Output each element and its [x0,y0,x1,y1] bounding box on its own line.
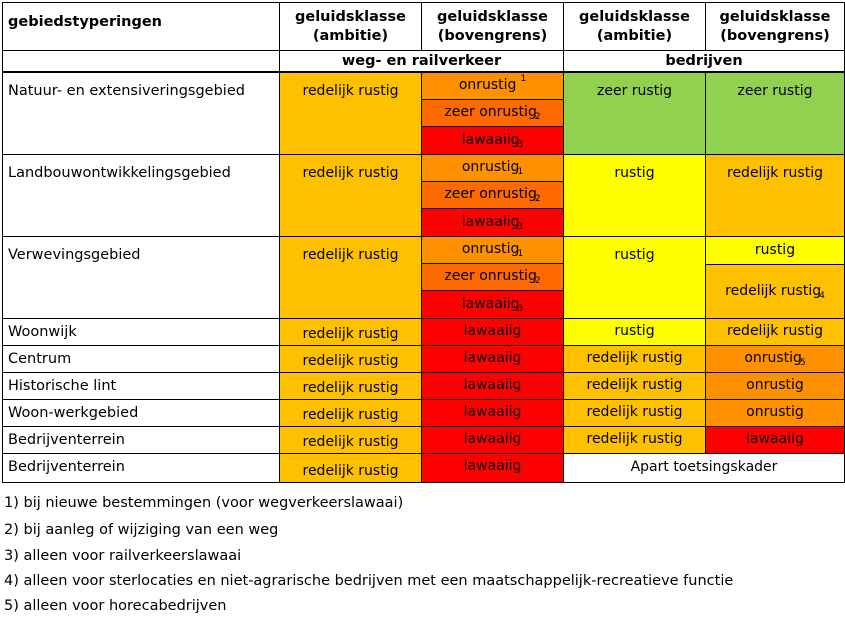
area-natuur: Natuur- en extensiveringsgebied [2,72,280,155]
value-text: onrustig [461,241,520,258]
note-marker: 3 [517,221,524,232]
weg-bovengrens-woonwijk: lawaaiig [421,318,564,346]
note-marker: 4 [819,290,825,301]
bedrijven-bovengrens-landbouw: redelijk rustig [705,154,845,237]
weg-ambitie-woon-werkgebied: redelijk rustig [279,399,422,427]
weg-ambitie-woonwijk: redelijk rustig [279,318,422,346]
note-marker: 2 [534,276,541,287]
bedrijven-ambitie-centrum: redelijk rustig [563,345,706,373]
bedrijven-ambitie-woonwijk: rustig [563,318,706,346]
note-marker: 5 [799,358,806,369]
bedrijven-bovengrens-natuur: zeer rustig [705,72,845,155]
weg-bovengrens-natuur-lawaaiig [421,126,564,155]
weg-bovengrens-verweving-lawaaiig [421,290,564,319]
header-bedrijven-bovengrens-line2: (bovengrens) [720,27,830,44]
note-marker: 1 [517,167,524,178]
note-marker: 2 [534,194,541,205]
weg-bovengrens-landbouw-lawaaiig [421,208,564,237]
footnote-2: 2) bij aanleg of wijziging van een weg [4,522,279,538]
bedrijven-bovengrens-woonwijk: redelijk rustig [705,318,845,346]
area-woon-werkgebied: Woon-werkgebied [2,399,280,427]
header-weg-bovengrens-line2: (bovengrens) [437,27,548,44]
weg-ambitie-centrum: redelijk rustig [279,345,422,373]
value-text: redelijk rustig [725,282,822,299]
area-bedrijventerrein-2: Bedrijventerrein [2,453,280,483]
value-text: lawaaiig [461,295,520,312]
bedrijven-ambitie-natuur: zeer rustig [563,72,706,155]
weg-bovengrens-bedrijventerrein: lawaaiig [421,426,564,454]
header-bedrijven-ambitie [563,2,706,51]
note-marker: 1 [520,74,527,85]
value-text: zeer onrustig [444,186,537,203]
header-weg-bovengrens [421,2,564,51]
header-weg-bovengrens-line1: geluidsklasse [437,9,548,26]
bedrijven-bovengrens-bedrijventerrein: lawaaiig [705,426,845,454]
bedrijven-ambitie-landbouw: rustig [563,154,706,237]
area-landbouw: Landbouwontwikkelingsgebied [2,154,280,237]
weg-bovengrens-centrum: lawaaiig [421,345,564,373]
area-historische-lint: Historische lint [2,372,280,400]
header-bedrijven-ambitie-line1: geluidsklasse [579,9,690,26]
weg-bovengrens-bedrijventerrein-2: lawaaiig [421,453,564,483]
weg-bovengrens-woon-werkgebied: lawaaiig [421,399,564,427]
bedrijven-ambitie-historische-lint: redelijk rustig [563,372,706,400]
header-weg-ambitie [279,2,422,51]
bedrijven-bovengrens-verweving-rustig: rustig [705,236,845,265]
weg-bovengrens-natuur-zeer-onrustig [421,99,564,127]
bedrijven-bovengrens-verweving-redelijk-rustig [705,264,845,319]
note-marker: 2 [534,112,541,123]
note-marker: 3 [517,139,524,150]
area-woonwijk: Woonwijk [2,318,280,346]
value-text: onrustig [744,350,802,367]
note-marker: 3 [517,303,524,314]
bedrijven-ambitie-verweving: rustig [563,236,706,319]
bedrijven-bovengrens-woon-werkgebied: onrustig [705,399,845,427]
weg-ambitie-bedrijventerrein: redelijk rustig [279,426,422,454]
header-bedrijven-ambitie-line2: (ambitie) [596,27,673,44]
area-verweving: Verwevingsgebied [2,236,280,319]
weg-ambitie-bedrijventerrein-2: redelijk rustig [279,453,422,483]
weg-ambitie-historische-lint: redelijk rustig [279,372,422,400]
weg-ambitie-verweving: redelijk rustig [279,236,422,319]
bedrijven-bovengrens-historische-lint: onrustig [705,372,845,400]
note-marker: 1 [517,249,524,260]
weg-bovengrens-landbouw-onrustig [421,154,564,182]
bedrijven-bovengrens-centrum [705,345,845,373]
weg-bovengrens-landbouw-zeer-onrustig [421,181,564,209]
weg-bovengrens-natuur-onrustig [421,72,564,100]
weg-ambitie-natuur: redelijk rustig [279,72,422,155]
weg-bovengrens-historische-lint: lawaaiig [421,372,564,400]
footnote-1: 1) bij nieuwe bestemmingen (voor wegverkeerslawaai) [4,495,404,511]
value-text: lawaaiig [461,131,520,148]
header-weg-ambitie-line1: geluidsklasse [295,9,406,26]
bedrijven-ambitie-bedrijventerrein: redelijk rustig [563,426,706,454]
group-header-blank [2,50,280,72]
header-weg-ambitie-line2: (ambitie) [312,27,389,44]
weg-bovengrens-verweving-zeer-onrustig [421,263,564,291]
group-header-bedrijven: bedrijven [563,50,845,72]
header-bedrijven-bovengrens-line1: geluidsklasse [719,9,831,26]
weg-bovengrens-verweving-onrustig [421,236,564,264]
footnote-5: 5) alleen voor horecabedrijven [4,598,227,614]
area-bedrijventerrein: Bedrijventerrein [2,426,280,454]
value-text: onrustig [461,159,520,176]
area-centrum: Centrum [2,345,280,373]
value-text: zeer onrustig [444,104,537,121]
value-text: onrustig [458,77,517,94]
value-text: zeer onrustig [444,268,537,285]
footnote-3: 3) alleen voor railverkeerslawaai [4,548,242,564]
header-bedrijven-bovengrens [705,2,845,51]
header-corner: gebiedstyperingen [2,2,280,51]
group-header-weg-railverkeer: weg- en railverkeer [279,50,564,72]
bedrijven-apart-toetsingskader: Apart toetsingskader [563,453,845,483]
value-text: lawaaiig [461,213,520,230]
footnote-4: 4) alleen voor sterlocaties en niet-agrarische bedrijven met een maatschappelijk-recreatieve functie [4,573,734,589]
weg-ambitie-landbouw: redelijk rustig [279,154,422,237]
bedrijven-ambitie-woon-werkgebied: redelijk rustig [563,399,706,427]
